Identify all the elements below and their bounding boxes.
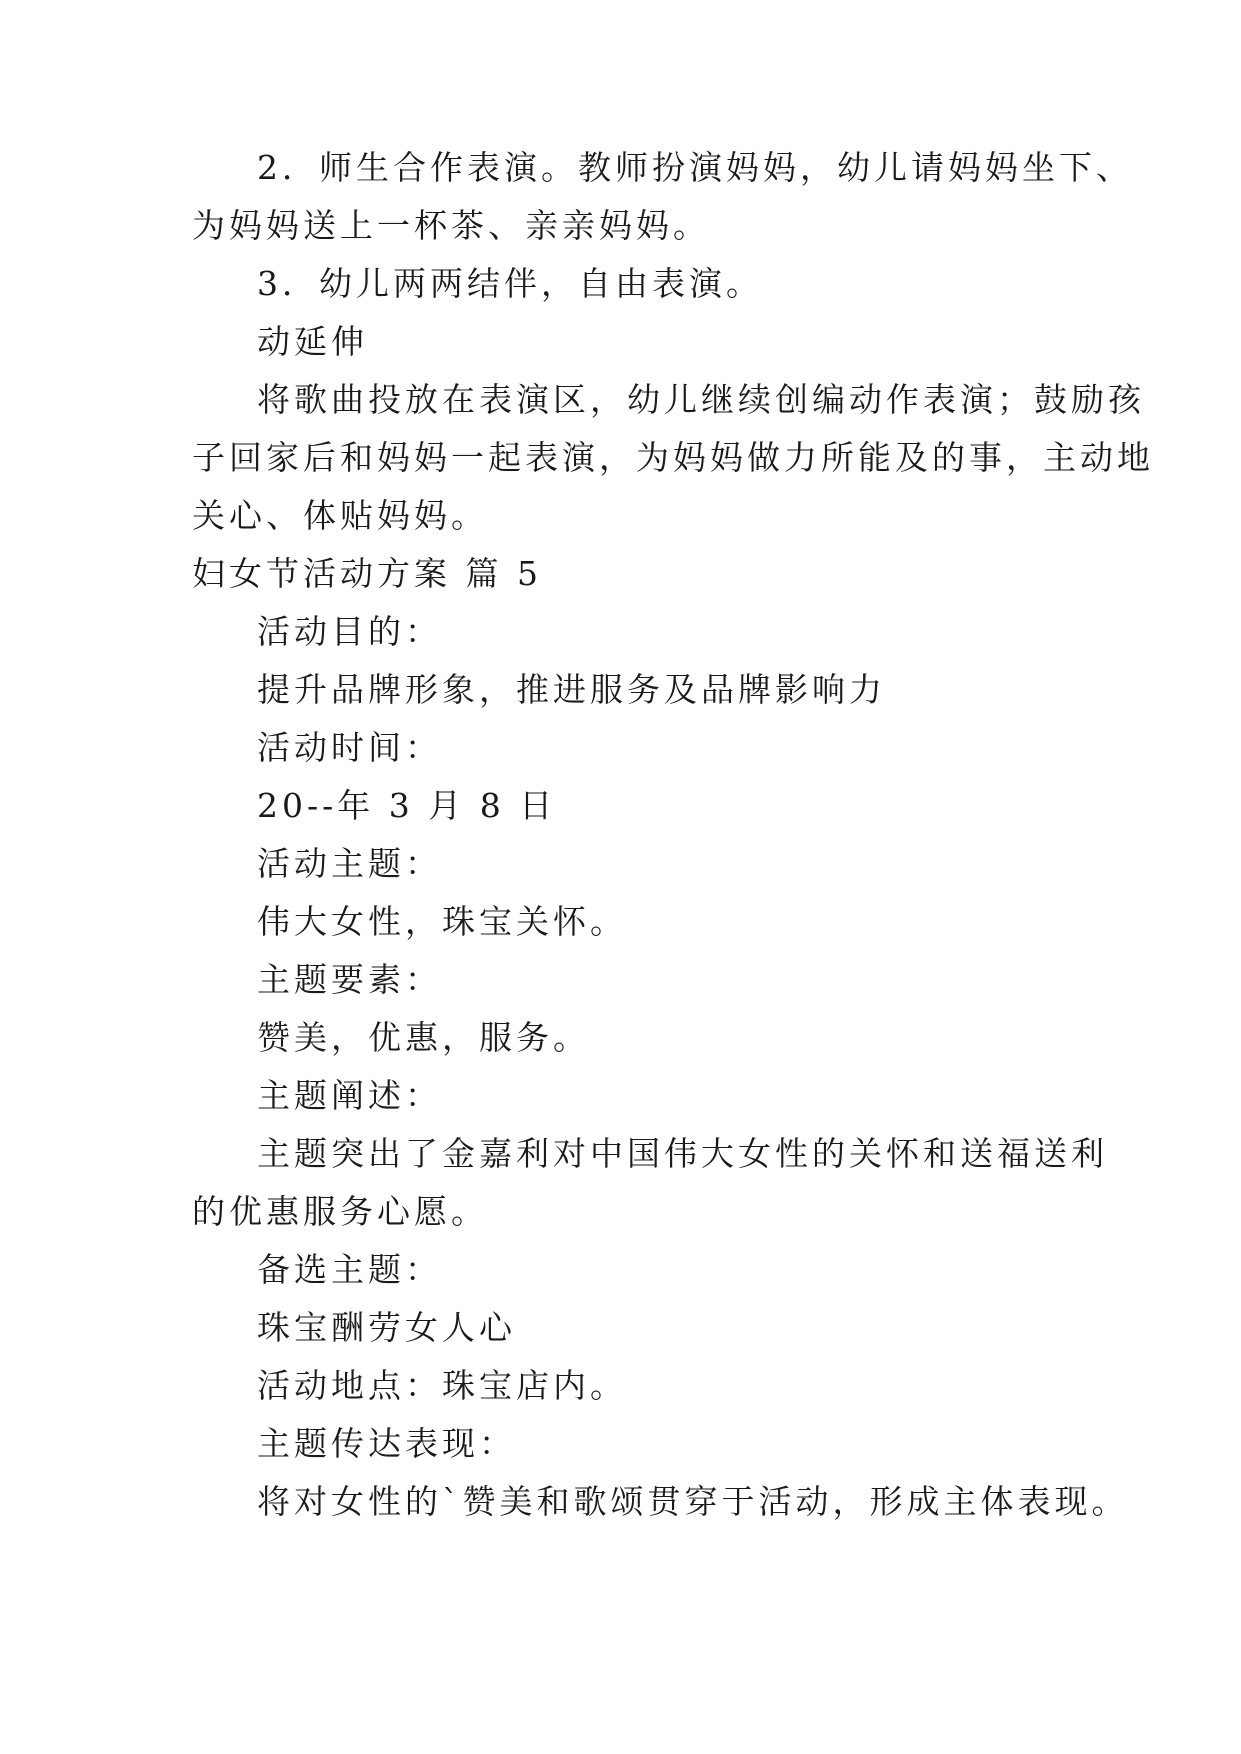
field-label: 备选主题： — [257, 1250, 442, 1289]
paragraph-line: 主题突出了金嘉利对中国伟大女性的关怀和送福送利 — [257, 1134, 1108, 1173]
field-label: 主题要素： — [257, 960, 442, 999]
paragraph-line: 2．师生合作表演。教师扮演妈妈，幼儿请妈妈坐下、 — [257, 148, 1133, 187]
field-value: 20--年 3 月 8 日 — [257, 786, 557, 825]
paragraph-line: 关心、体贴妈妈。 — [192, 496, 488, 535]
field-value: 活动地点：珠宝店内。 — [257, 1366, 627, 1405]
field-value: 提升品牌形象，推进服务及品牌影响力 — [257, 670, 886, 709]
paragraph-line: 子回家后和妈妈一起表演，为妈妈做力所能及的事，主动地 — [192, 438, 1154, 477]
field-label: 活动主题： — [257, 844, 442, 883]
article-title: 妇女节活动方案 篇 5 — [192, 554, 542, 593]
field-label: 主题阐述： — [257, 1076, 442, 1115]
paragraph-line: 的优惠服务心愿。 — [192, 1192, 488, 1231]
paragraph-line: 将歌曲投放在表演区，幼儿继续创编动作表演；鼓励孩 — [257, 380, 1145, 419]
section-heading: 动延伸 — [257, 322, 368, 361]
paragraph-line: 为妈妈送上一杯茶、亲亲妈妈。 — [192, 206, 710, 245]
field-label: 活动时间： — [257, 728, 442, 767]
field-value: 伟大女性，珠宝关怀。 — [257, 902, 627, 941]
field-value: 赞美，优惠，服务。 — [257, 1018, 590, 1057]
paragraph-line: 将对女性的`赞美和歌颂贯穿于活动，形成主体表现。 — [257, 1482, 1129, 1521]
field-value: 珠宝酬劳女人心 — [257, 1308, 516, 1347]
field-label: 活动目的： — [257, 612, 442, 651]
field-label: 主题传达表现： — [257, 1424, 516, 1463]
paragraph-line: 3．幼儿两两结伴，自由表演。 — [257, 264, 763, 303]
